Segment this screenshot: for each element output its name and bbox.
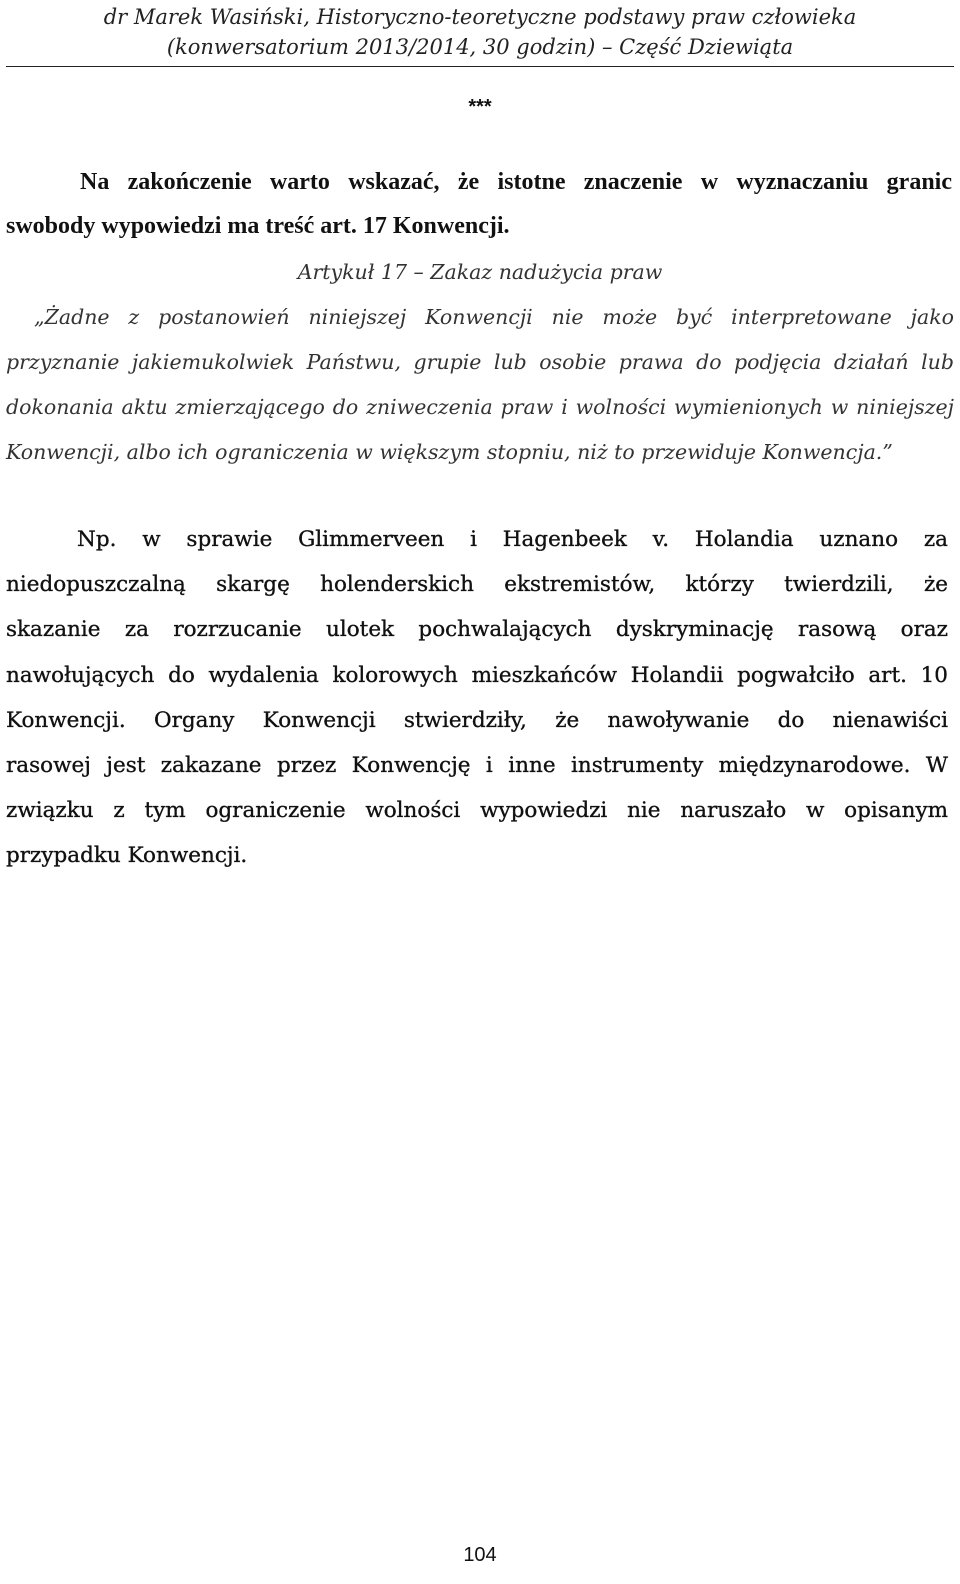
example-paragraph (6, 517, 948, 879)
intro-paragraph (6, 160, 952, 248)
paragraph-line: skazanie za rozrzucanie ulotek pochwalających dyskryminację rasową oraz (6, 617, 948, 643)
section-separator: *** (468, 96, 492, 118)
article-line: dokonania aktu zmierzającego do zniweczenia praw i wolności wymienionych w niniejszej (6, 395, 954, 419)
paragraph-line: Konwencji. Organy Konwencji stwierdziły, że nawoływanie do nienawiści (6, 707, 948, 733)
intro-line: Na zakończenie warto wskazać, że istotne znaczenie w wyznaczaniu granic (80, 169, 952, 195)
article-title: Artykuł 17 – Zakaz nadużycia praw (297, 260, 663, 284)
header-line-2: (konwersatorium 2013/2014, 30 godzin) – Część Dziewiąta (166, 35, 794, 59)
header-line-1: dr Marek Wasiński, Historyczno-teoretyczne podstawy praw człowieka (103, 5, 857, 29)
paragraph-line: rasowej jest zakazane przez Konwencję i inne instrumenty międzynarodowe. W (6, 753, 948, 779)
article-quote (6, 250, 954, 475)
paragraph-line: Np. w sprawie Glimmerveen i Hagenbeek v. Holandia uznano za (77, 527, 948, 552)
header-divider (6, 66, 954, 67)
paragraph-line: przypadku Konwencji. (6, 843, 248, 869)
page-number: 104 (463, 1544, 497, 1566)
article-line: przyznanie jakiemukolwiek Państwu, grupie lub osobie prawa do podjęcia działań lub (6, 350, 954, 374)
paragraph-line: związku z tym ograniczenie wolności wypowiedzi nie naruszało w opisanym (6, 798, 948, 824)
article-line: Konwencji, albo ich ograniczenia w większym stopniu, niż to przewiduje Konwencja.” (6, 440, 893, 464)
article-line: „Żadne z postanowień niniejszej Konwencji nie może być interpretowane jako (34, 305, 954, 329)
paragraph-line: niedopuszczalną skargę holenderskich ekstremistów, którzy twierdzili, że (6, 572, 948, 598)
running-header (0, 2, 960, 62)
paragraph-line: nawołujących do wydalenia kolorowych mieszkańców Holandii pogwałciło art. 10 (6, 662, 948, 688)
intro-line: swobody wypowiedzi ma treść art. 17 Konwencji. (6, 213, 510, 239)
